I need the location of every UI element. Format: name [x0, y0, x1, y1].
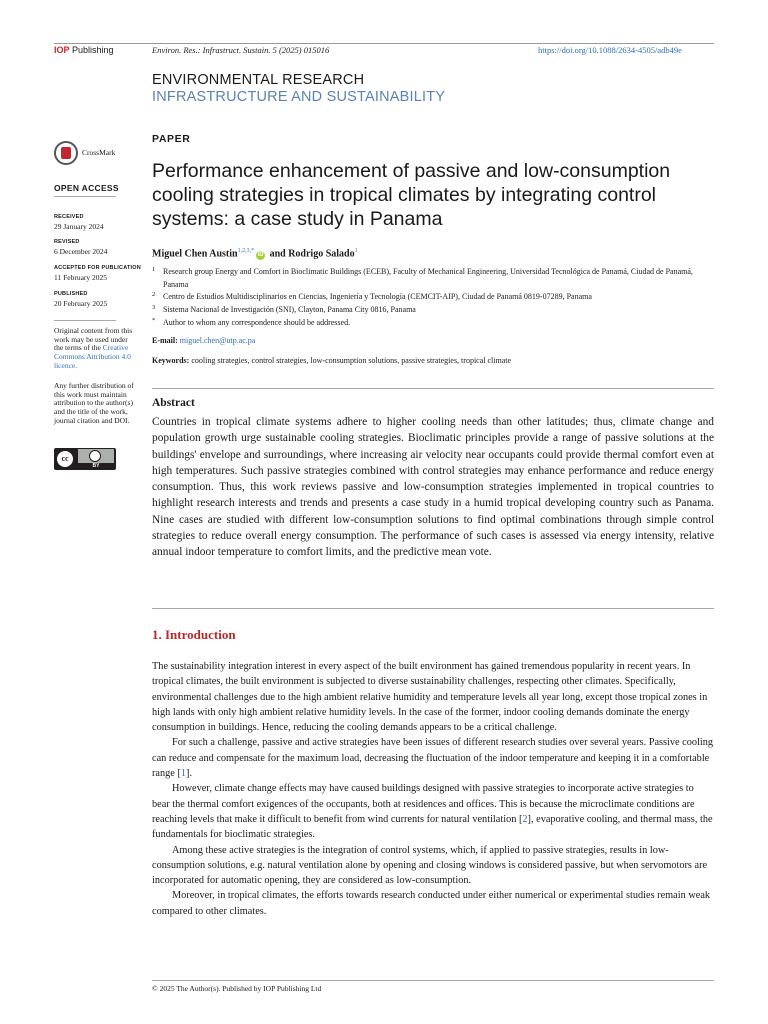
affiliation-text: Sistema Nacional de Investigación (SNI), Clayton, Panama City 0816, Panama	[163, 305, 416, 314]
paragraph	[152, 735, 714, 781]
page-title: Performance enhancement of passive and low-consumption cooling strategies in tropical climates by integrating control systems: a case study in Panama	[152, 160, 671, 230]
affiliation-number: 3	[152, 304, 156, 311]
licence-pre: Original content from this work may be used under the terms of the	[54, 326, 133, 353]
paragraph: Moreover, in tropical climates, the efforts towards research conducted under either numerical or experimental studies remain weak compared to other climates.	[152, 890, 711, 917]
author-name[interactable]: and Rodrigo Salado	[267, 248, 355, 260]
journal-title-line1: ENVIRONMENTAL RESEARCH	[152, 72, 365, 88]
doi-link[interactable]: https://doi.org/10.1088/2634-4505/adb49e	[538, 45, 682, 55]
publisher-brand: IOP	[54, 45, 70, 55]
author-name[interactable]: Miguel Chen Austin	[152, 248, 238, 260]
email-label: E-mail:	[152, 336, 178, 345]
open-access-label: OPEN ACCESS	[54, 183, 119, 193]
citation-link[interactable]: 1	[180, 768, 187, 780]
keywords-line	[152, 356, 511, 365]
email-line	[152, 336, 255, 345]
affiliation-item	[152, 317, 714, 330]
history-label-revised: REVISED	[54, 239, 80, 245]
affiliation-item	[152, 266, 714, 291]
affiliation-item	[152, 291, 714, 304]
keywords-label: Keywords:	[152, 356, 190, 365]
licence-link[interactable]: Creative Commons Attribution 4.0 licence.	[54, 343, 131, 370]
keywords-text: cooling strategies, control strategies, low-consumption solutions, passive strategies, tropical climate	[191, 356, 512, 365]
publisher-logo[interactable]	[54, 45, 114, 55]
paragraph: Among these active strategies is the integration of control systems, which, if applied to passive strategies, results in low-consumption solutions, e.g. natural ventilation alone by opening and closing windows is considered passive, but when servomotors are incorporated for automatic opening, they are considered as low-consumption.	[152, 844, 708, 887]
attribution-icon	[89, 450, 101, 462]
paragraph-text: For such a challenge, passive and active strategies have been issues of different research studies over several years. Passive cooling can reduce and compensate for the maximum load, decreasing the fluctuation of the indoor temperature and keeping it in a comfortable range [	[152, 737, 714, 780]
affiliation-text: Author to whom any correspondence should be addressed.	[163, 318, 351, 327]
abstract-bottom-rule	[152, 608, 714, 609]
history-label-accepted: ACCEPTED FOR PUBLICATION	[54, 265, 141, 271]
history-date-received: 29 January 2024	[54, 222, 104, 231]
introduction-body	[152, 659, 714, 919]
journal-citation: Environ. Res.: Infrastruct. Sustain. 5 (2025) 015016	[152, 45, 330, 55]
history-label-received: RECEIVED	[54, 214, 84, 220]
sidebar-rule	[54, 320, 116, 321]
author-affiliation-ref[interactable]: 1	[354, 248, 358, 254]
sidebar-rule	[54, 196, 116, 197]
journal-title-line2: INFRASTRUCTURE AND SUSTAINABILITY	[152, 89, 446, 105]
affiliation-text: Research group Energy and Comfort in Bioclimatic Buildings (ECEB), Faculty of Mechanical Engineering, Universidad Tecnológica de Panamá, Ciudad de Panamá, Panama	[163, 267, 693, 289]
email-link[interactable]: miguel.chen@utp.ac.pa	[179, 336, 256, 345]
history-date-revised: 6 December 2024	[54, 247, 108, 256]
abstract-heading: Abstract	[152, 397, 195, 409]
affiliation-number: *	[152, 317, 156, 324]
section-heading-introduction: 1. Introduction	[152, 627, 236, 642]
citation-link[interactable]: 2	[522, 813, 528, 825]
abstract-text: Countries in tropical climate systems adhere to higher cooling needs than other latitudes; thus, climate change and population growth urge sustainable cooling strategies. Bioclimatic principles provide a range of passive solutions at the buildings' envelope and surroundings, where increasing air velocity near occupants could provide thermal comfort even at high temperatures. Such passive strategies combined with control strategies may enhance performance and reduce energy consumption. Thus, this work reviews passive and low-consumption strategies implemented in tropical countries to highlight research interests and trends and presents a case study in a humid tropical developing country such as Panama. Nine cases are studied with different low-consumption solutions to find optimal combinations through simple control strategies to reduce overall energy consumption. The performance of such cases is assessed via energy intensity, relative annual indoor temperature to comfort limits, and the predictive mean vote.	[152, 416, 714, 559]
orcid-icon[interactable]: iD	[257, 252, 264, 259]
abstract-top-rule	[152, 388, 714, 389]
publisher-word: Publishing	[72, 45, 114, 55]
affiliation-text: Centro de Estudios Multidisciplinarios en Ciencias, Ingeniería y Tecnología (CEMCIT-AIP), Ciudad de Panamá 0819-07289, Panama	[163, 292, 592, 301]
author-list	[152, 248, 358, 260]
cc-by-label: BY	[92, 463, 100, 469]
cc-by-badge[interactable]	[54, 448, 116, 470]
crossmark-icon	[54, 141, 78, 165]
paragraph: The sustainability integration interest in every aspect of the built environment has gained tremendous popularity in recent years. In tropical climates, the built environment is subjected to diverse sustainability challenges, respecting other climates. Specifically, environmental challenges due to the high ambient relative humidity and temperature levels all year long, except those tropical zones in high lands with only high ambient relative humidity levels. In the case of the former, indoor cooling demands dominate the energy consumption in buildings. Hence, reducing the cooling demands appears to be a critical challenge.	[152, 661, 708, 734]
affiliation-number: 2	[152, 291, 156, 298]
paragraph-text: ], evaporative cooling, and thermal mass, the fundamentals for bioclimatic strategies.	[152, 813, 713, 841]
paragraph	[152, 781, 714, 842]
paragraph-text: ].	[186, 768, 193, 780]
cc-icon: cc	[57, 451, 73, 467]
crossmark-button[interactable]	[54, 141, 140, 167]
author-affiliation-ref[interactable]: 1,2,3,*	[237, 248, 255, 254]
licence-distribution: Any further distribution of this work must maintain attribution to the author(s) and the title of the work, journal citation and DOI.	[54, 381, 134, 425]
history-label-published: PUBLISHED	[54, 291, 88, 297]
header-rule	[54, 43, 714, 44]
footer-rule	[152, 980, 714, 981]
affiliation-item	[152, 304, 714, 317]
affiliation-number: 1	[152, 266, 156, 273]
licence-text	[54, 327, 136, 371]
history-date-published: 20 February 2025	[54, 299, 108, 308]
article-type: PAPER	[152, 133, 191, 145]
history-date-accepted: 11 February 2025	[54, 273, 108, 282]
copyright-footer: © 2025 The Author(s). Published by IOP Publishing Ltd	[152, 984, 322, 993]
paragraph-text: However, climate change effects may have caused buildings designed with passive strategies to incorporate active strategies to bear the thermal comfort exigences of the occupants, both at residences and offices. This is because the microclimate conditions are reaching levels that make it difficult to benefit from wind currents for natural ventilation [	[152, 783, 695, 825]
crossmark-label: CrossMark	[82, 148, 116, 157]
